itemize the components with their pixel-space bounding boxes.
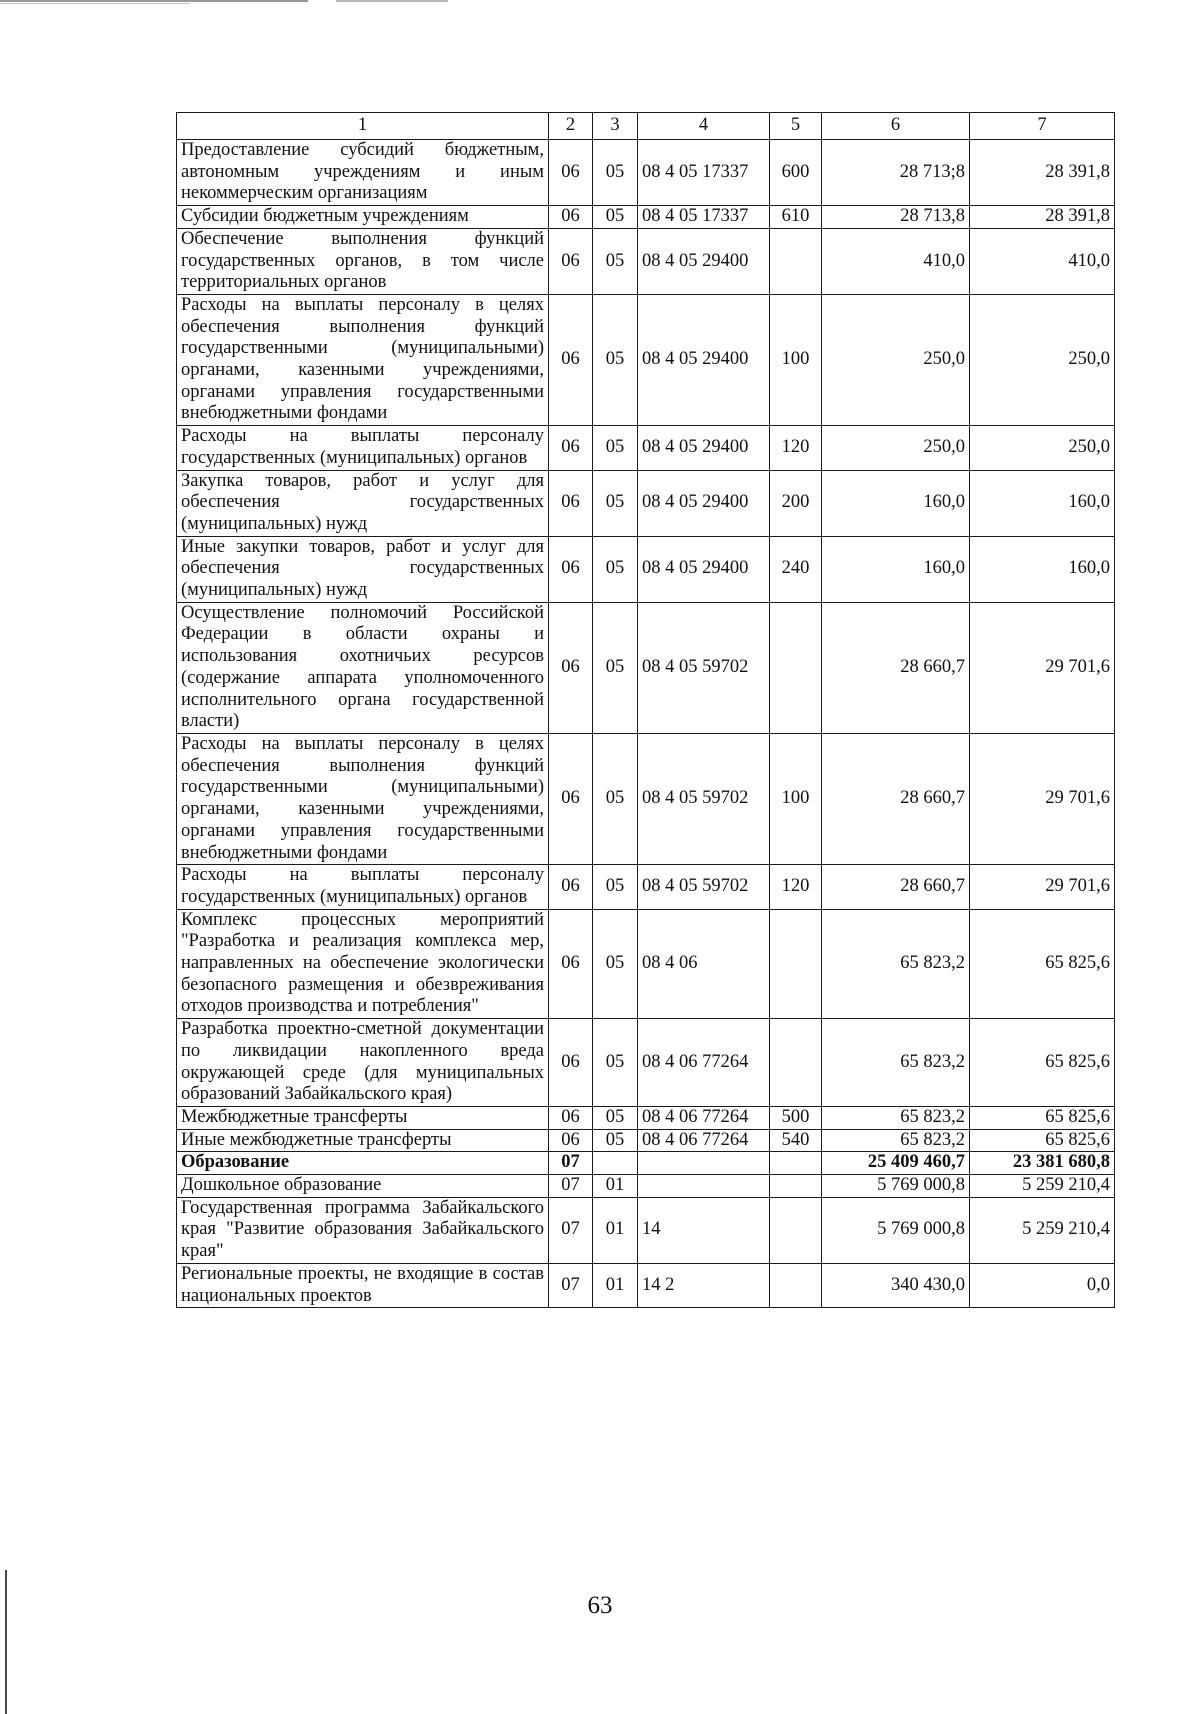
target-article-cell: 08 4 05 29400 [638,228,770,294]
section-code-cell: 06 [549,1106,593,1129]
header-cell: 3 [593,113,638,140]
section-code-cell: 07 [549,1175,593,1198]
header-cell: 5 [770,113,822,140]
target-article-cell [638,1152,770,1175]
amount-cell-col6: 65 823,2 [822,909,970,1019]
expense-name-cell: Предоставление субсидий бюджетным, автономным учреждениям и иным некоммерческим организациям [177,140,549,206]
amount-cell-col6: 28 660,7 [822,733,970,864]
expense-name-cell: Образование [177,1152,549,1175]
subsection-code-cell: 01 [593,1263,638,1307]
expense-name-cell: Расходы на выплаты персоналу государственных (муниципальных) органов [177,426,549,470]
subsection-code-cell: 05 [593,1019,638,1107]
amount-cell-col7: 29 701,6 [970,602,1115,733]
table-row [177,1263,1115,1307]
budget-table [176,112,1115,1308]
amount-cell-col7: 410,0 [970,228,1115,294]
amount-cell-col6: 250,0 [822,294,970,425]
section-code-cell: 07 [549,1197,593,1263]
header-cell: 7 [970,113,1115,140]
amount-cell-col7: 29 701,6 [970,733,1115,864]
section-code-cell: 06 [549,426,593,470]
scan-edge-line [0,3,190,4]
expense-name-cell: Субсидии бюджетным учреждениям [177,206,549,229]
table-row [177,1106,1115,1129]
amount-cell-col7: 5 259 210,4 [970,1197,1115,1263]
table-row [177,1019,1115,1107]
subsection-code-cell: 05 [593,602,638,733]
section-code-cell: 06 [549,909,593,1019]
expense-type-cell: 600 [770,140,822,206]
section-code-cell: 06 [549,733,593,864]
expense-type-cell [770,1175,822,1198]
expense-type-cell [770,1152,822,1175]
target-article-cell: 08 4 05 59702 [638,733,770,864]
expense-type-cell [770,909,822,1019]
header-cell: 6 [822,113,970,140]
header-cell: 1 [177,113,549,140]
subsection-code-cell: 05 [593,206,638,229]
amount-cell-col7: 65 825,6 [970,1019,1115,1107]
amount-cell-col7: 160,0 [970,470,1115,536]
amount-cell-col6: 25 409 460,7 [822,1152,970,1175]
section-code-cell: 06 [549,865,593,909]
subsection-code-cell: 05 [593,909,638,1019]
subsection-code-cell: 05 [593,1129,638,1152]
amount-cell-col7: 250,0 [970,294,1115,425]
expense-type-cell: 240 [770,536,822,602]
amount-cell-col7: 28 391,8 [970,140,1115,206]
amount-cell-col7: 65 825,6 [970,909,1115,1019]
amount-cell-col6: 5 769 000,8 [822,1197,970,1263]
scan-edge-line [0,0,560,2]
target-article-cell: 08 4 05 59702 [638,602,770,733]
section-code-cell: 07 [549,1263,593,1307]
target-article-cell: 08 4 05 29400 [638,426,770,470]
expense-type-cell: 540 [770,1129,822,1152]
expense-name-cell: Закупка товаров, работ и услуг для обеспечения государственных (муниципальных) нужд [177,470,549,536]
expense-name-cell: Государственная программа Забайкальского края "Развитие образования Забайкальского края" [177,1197,549,1263]
amount-cell-col7: 5 259 210,4 [970,1175,1115,1198]
expense-name-cell: Осуществление полномочий Российской Федерации в области охраны и использования охотничьих ресурсов (содержание аппарата уполномоченного исполнительного органа государственной власти) [177,602,549,733]
section-code-cell: 06 [549,140,593,206]
amount-cell-col7: 28 391,8 [970,206,1115,229]
expense-name-cell: Иные закупки товаров, работ и услуг для обеспечения государственных (муниципальных) нужд [177,536,549,602]
subsection-code-cell: 05 [593,140,638,206]
subsection-code-cell: 05 [593,228,638,294]
target-article-cell: 08 4 05 29400 [638,536,770,602]
target-article-cell: 08 4 05 59702 [638,865,770,909]
expense-name-cell: Региональные проекты, не входящие в состав национальных проектов [177,1263,549,1307]
table-row [177,1175,1115,1198]
amount-cell-col6: 65 823,2 [822,1106,970,1129]
expense-type-cell: 610 [770,206,822,229]
amount-cell-col7: 0,0 [970,1263,1115,1307]
table-row [177,140,1115,206]
table-row [177,228,1115,294]
amount-cell-col6: 160,0 [822,470,970,536]
subsection-code-cell: 05 [593,426,638,470]
target-article-cell: 08 4 06 77264 [638,1019,770,1107]
header-cell: 2 [549,113,593,140]
subsection-code-cell: 05 [593,536,638,602]
amount-cell-col7: 65 825,6 [970,1129,1115,1152]
subsection-code-cell [593,1152,638,1175]
subsection-code-cell: 05 [593,470,638,536]
subsection-code-cell: 05 [593,294,638,425]
table-row [177,470,1115,536]
expense-type-cell [770,1263,822,1307]
expense-type-cell: 500 [770,1106,822,1129]
target-article-cell: 08 4 05 17337 [638,206,770,229]
target-article-cell: 08 4 06 [638,909,770,1019]
amount-cell-col7: 65 825,6 [970,1106,1115,1129]
table-row [177,426,1115,470]
budget-table-container [176,112,1115,1308]
expense-type-cell [770,1019,822,1107]
expense-name-cell: Межбюджетные трансферты [177,1106,549,1129]
column-number-header [177,113,1115,140]
table-row [177,206,1115,229]
section-code-cell: 06 [549,206,593,229]
amount-cell-col6: 340 430,0 [822,1263,970,1307]
target-article-cell: 14 [638,1197,770,1263]
expense-name-cell: Расходы на выплаты персоналу в целях обеспечения выполнения функций государственными (муниципальными) органами, казенными учреждениями, органами управления государственными внебюджетными фондами [177,733,549,864]
table-row [177,909,1115,1019]
table-row [177,1197,1115,1263]
target-article-cell: 08 4 05 29400 [638,294,770,425]
expense-type-cell: 100 [770,294,822,425]
expense-name-cell: Обеспечение выполнения функций государственных органов, в том числе территориальных органов [177,228,549,294]
amount-cell-col6: 28 660,7 [822,602,970,733]
amount-cell-col7: 23 381 680,8 [970,1152,1115,1175]
target-article-cell: 08 4 05 29400 [638,470,770,536]
amount-cell-col6: 65 823,2 [822,1129,970,1152]
amount-cell-col7: 250,0 [970,426,1115,470]
expense-type-cell [770,1197,822,1263]
subsection-code-cell: 05 [593,733,638,864]
page-number: 63 [587,1592,613,1619]
amount-cell-col6: 28 713,8 [822,206,970,229]
amount-cell-col7: 29 701,6 [970,865,1115,909]
amount-cell-col6: 28 713;8 [822,140,970,206]
amount-cell-col6: 65 823,2 [822,1019,970,1107]
amount-cell-col6: 410,0 [822,228,970,294]
amount-cell-col6: 160,0 [822,536,970,602]
expense-type-cell: 100 [770,733,822,864]
table-row [177,733,1115,864]
amount-cell-col6: 5 769 000,8 [822,1175,970,1198]
table-row-section-total [177,1152,1115,1175]
expense-name-cell: Расходы на выплаты персоналу в целях обеспечения выполнения функций государственными (муниципальными) органами, казенными учреждениями, органами управления государственными внебюджетными фондами [177,294,549,425]
target-article-cell: 08 4 06 77264 [638,1106,770,1129]
target-article-cell: 08 4 05 17337 [638,140,770,206]
expense-type-cell: 120 [770,426,822,470]
expense-name-cell: Комплекс процессных мероприятий "Разработка и реализация комплекса мер, направленных на обеспечение экологически безопасного размещения и обезвреживания отходов производства и потребления" [177,909,549,1019]
subsection-code-cell: 05 [593,865,638,909]
expense-name-cell: Иные межбюджетные трансферты [177,1129,549,1152]
amount-cell-col6: 28 660,7 [822,865,970,909]
subsection-code-cell: 01 [593,1197,638,1263]
section-code-cell: 07 [549,1152,593,1175]
section-code-cell: 06 [549,228,593,294]
section-code-cell: 06 [549,1129,593,1152]
target-article-cell [638,1175,770,1198]
expense-type-cell: 200 [770,470,822,536]
table-row [177,602,1115,733]
table-row [177,536,1115,602]
expense-name-cell: Разработка проектно-сметной документации по ликвидации накопленного вреда окружающей среде (для муниципальных образований Забайкальского края) [177,1019,549,1107]
subsection-code-cell: 01 [593,1175,638,1198]
table-row [177,865,1115,909]
expense-type-cell [770,228,822,294]
header-cell: 4 [638,113,770,140]
section-code-cell: 06 [549,1019,593,1107]
expense-name-cell: Дошкольное образование [177,1175,549,1198]
section-code-cell: 06 [549,470,593,536]
amount-cell-col6: 250,0 [822,426,970,470]
expense-type-cell [770,602,822,733]
amount-cell-col7: 160,0 [970,536,1115,602]
target-article-cell: 14 2 [638,1263,770,1307]
subsection-code-cell: 05 [593,1106,638,1129]
expense-type-cell: 120 [770,865,822,909]
section-code-cell: 06 [549,602,593,733]
table-row [177,1129,1115,1152]
section-code-cell: 06 [549,536,593,602]
section-code-cell: 06 [549,294,593,425]
expense-name-cell: Расходы на выплаты персоналу государственных (муниципальных) органов [177,865,549,909]
table-row [177,294,1115,425]
target-article-cell: 08 4 06 77264 [638,1129,770,1152]
